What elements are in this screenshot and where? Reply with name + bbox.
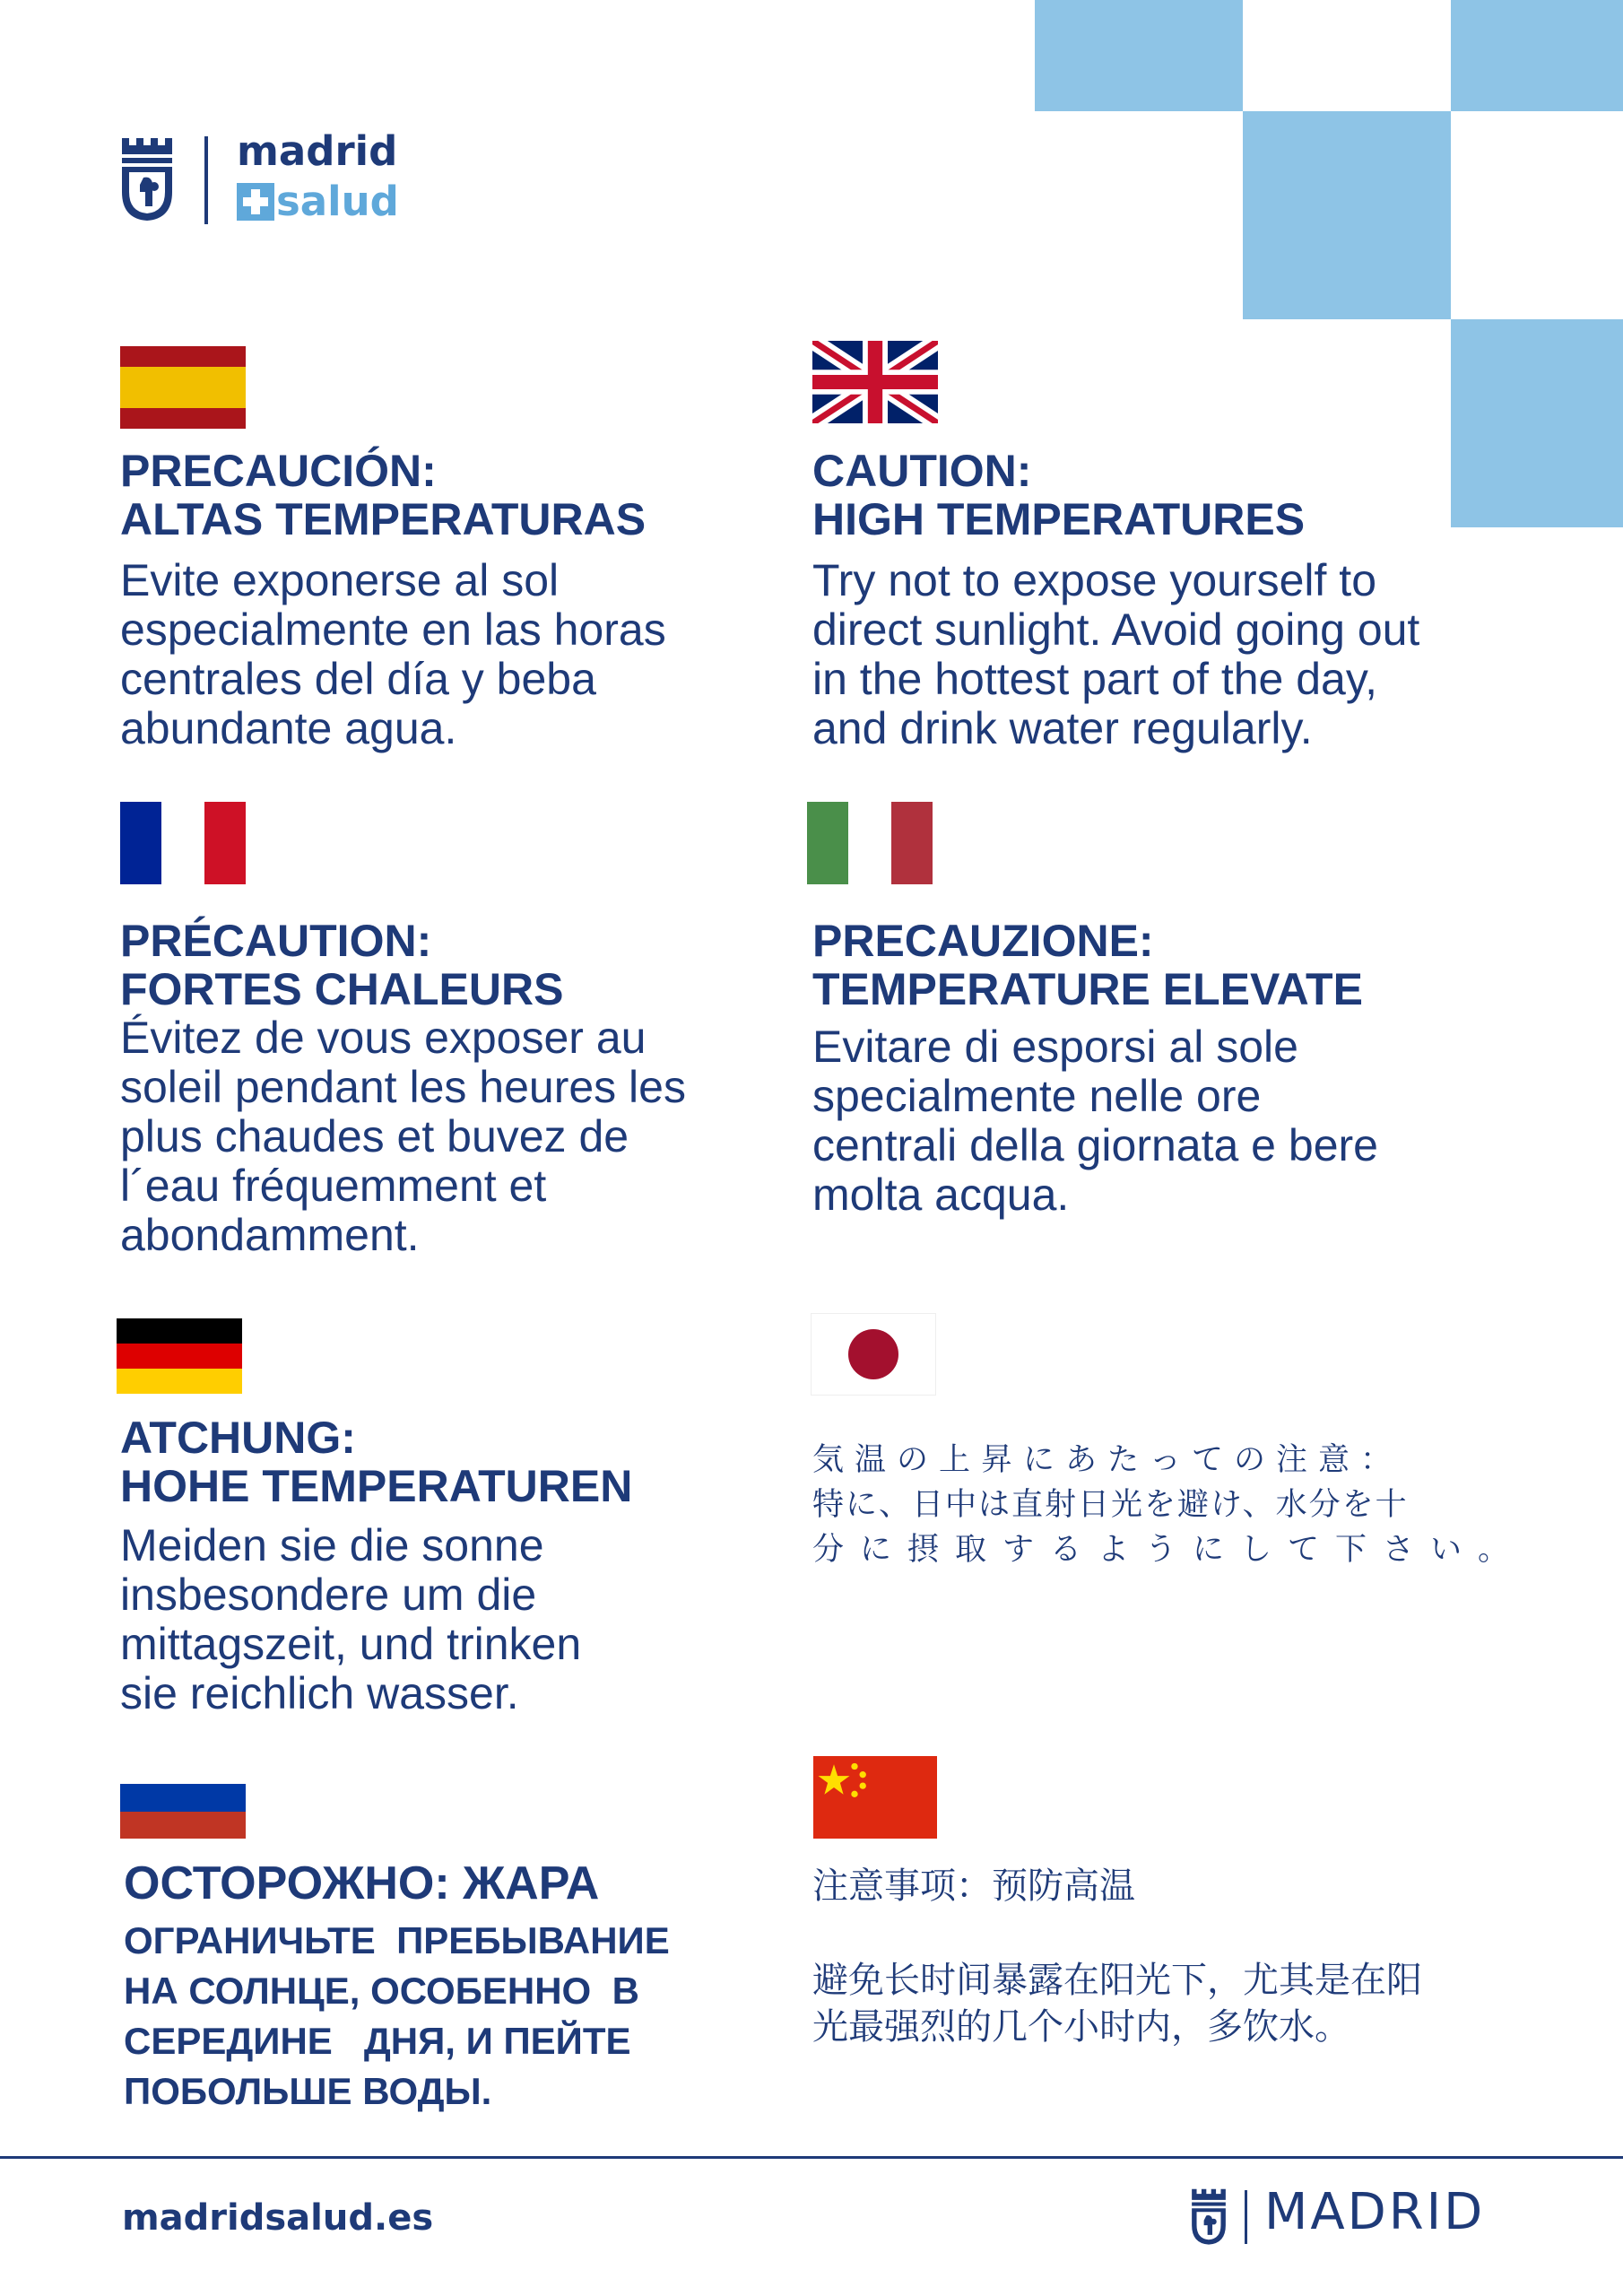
section-title-line-1: PRÉCAUTION: — [120, 916, 432, 966]
section-de — [120, 1413, 632, 1718]
logo-madrid-text: madrid — [237, 127, 398, 175]
section-body-line: specialmente nelle ore — [812, 1071, 1262, 1121]
uk-flag — [812, 341, 938, 423]
section-title-line-1: PRECAUCIÓN: — [120, 446, 437, 496]
madrid-crest-icon — [118, 135, 176, 222]
decor-square-2 — [1451, 0, 1623, 111]
section-body-line: centrales del día y beba — [120, 654, 596, 704]
footer-logo-divider — [1245, 2190, 1247, 2244]
decor-square-1 — [1035, 0, 1243, 111]
section-body-line: plus chaudes et buvez de — [120, 1111, 629, 1161]
section-title-line-1: ATCHUNG: — [120, 1413, 356, 1463]
section-body-line: direct sunlight. Avoid going out — [812, 604, 1420, 655]
section-title: ОСТОРОЖНО: ЖАРА — [124, 1857, 600, 1909]
section-body-line: l´eau fréquemment et — [120, 1161, 547, 1211]
section-title-line-2: FORTES CHALEURS — [120, 964, 564, 1014]
section-en — [812, 447, 1419, 753]
section-body-line: especialmente en las horas — [120, 604, 666, 655]
logo-salud — [237, 178, 399, 225]
section-body-line: in the hottest part of the day, — [812, 654, 1378, 704]
section-body-line: Meiden sie die sonne — [120, 1520, 544, 1570]
section-body-line: Try not to expose yourself to — [812, 555, 1377, 605]
section-it — [812, 917, 1378, 1220]
section-title-line-2: HIGH TEMPERATURES — [812, 494, 1306, 544]
section-fr — [120, 917, 686, 1260]
japan-flag — [811, 1313, 936, 1396]
section-body-line: 気温の上昇にあたっての注意： — [812, 1442, 1403, 1478]
section-body-line: ПОБОЛЬШЕ ВОДЫ. — [124, 2070, 492, 2112]
section-body-line: abondamment. — [120, 1210, 420, 1260]
section-body-line: soleil pendant les heures les — [120, 1062, 686, 1112]
section-body-line: 分に摂取するようにして下さい。 — [812, 1532, 1526, 1568]
section-body-line: НА СОЛНЦЕ, ОСОБЕННО В — [124, 1970, 639, 2012]
section-ru — [124, 1857, 670, 2117]
section-body-line: and drink water regularly. — [812, 703, 1313, 753]
section-es — [120, 447, 666, 753]
footer-divider — [0, 2156, 1623, 2159]
section-body-line: 避免长时间暴露在阳光下，尤其是在阳 — [812, 1960, 1422, 2001]
plus-cross-icon — [237, 183, 274, 221]
section-body-line: Evitare di esporsi al sole — [812, 1022, 1298, 1072]
section-body-line: centrali della giornata e bere — [812, 1120, 1378, 1170]
section-body-line: sie reichlich wasser. — [120, 1668, 519, 1718]
section-body-line: Evite exponerse al sol — [120, 555, 560, 605]
logo-salud-text: salud — [276, 178, 399, 225]
section-title-line-2: TEMPERATURE ELEVATE — [812, 964, 1363, 1014]
section-body-line: Évitez de vous exposer au — [120, 1013, 647, 1063]
section-body-line: ОГРАНИЧЬТЕ ПРЕБЫВАНИЕ — [124, 1919, 670, 1961]
france-flag — [120, 802, 246, 884]
section-body-line: 特に、日中は直射日光を避け、水分を十 — [812, 1487, 1409, 1523]
logo-divider — [204, 136, 208, 224]
decor-square-3 — [1243, 111, 1451, 319]
section-title-line-2: ALTAS TEMPERATURAS — [120, 494, 647, 544]
spain-flag — [120, 346, 246, 429]
germany-flag — [117, 1318, 242, 1401]
madrid-crest-icon — [1189, 2187, 1228, 2246]
section-body-line: СЕРЕДИНЕ ДНЯ, И ПЕЙТЕ — [124, 2020, 631, 2062]
section-zh — [812, 1864, 1422, 2050]
section-ja — [812, 1438, 1525, 1572]
italy-flag — [807, 802, 933, 884]
section-title: 注意事项：预防高温 — [812, 1866, 1135, 1907]
section-title-line-2: HOHE TEMPERATUREN — [120, 1461, 633, 1511]
section-title-line-1: CAUTION: — [812, 446, 1032, 496]
section-body-line: mittagszeit, und trinken — [120, 1619, 582, 1669]
section-body-line: molta acqua. — [812, 1170, 1070, 1220]
footer-logo-text: MADRID — [1264, 2183, 1486, 2241]
section-body-line: 光最强烈的几个小时内，多饮水。 — [812, 2006, 1350, 2048]
footer-website-link[interactable]: madridsalud.es — [122, 2197, 434, 2239]
china-flag — [812, 1756, 938, 1839]
section-title-line-1: PRECAUZIONE: — [812, 916, 1154, 966]
section-body-line: abundante agua. — [120, 703, 457, 753]
russia-flag — [120, 1756, 246, 1839]
decor-square-4 — [1451, 319, 1623, 527]
madrid-footer-logo — [1189, 2183, 1486, 2249]
section-body-line: insbesondere um die — [120, 1570, 537, 1620]
